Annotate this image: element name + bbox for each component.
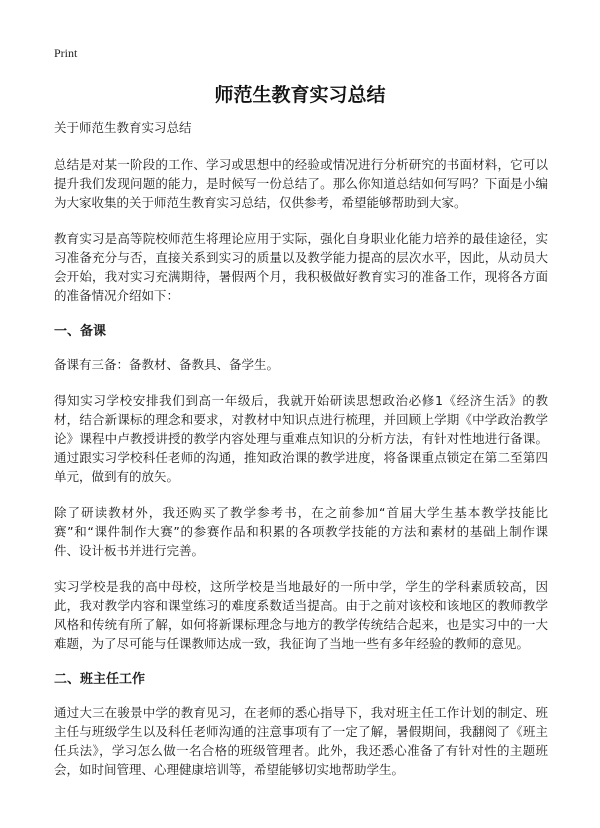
section1-paragraph: 备课有三备：备教材、备教具、备学生。 bbox=[54, 357, 280, 372]
print-link[interactable]: Print bbox=[54, 46, 78, 60]
section-heading-lesson-prep: 一、备课 bbox=[54, 324, 107, 339]
section2-paragraph: 通过大三在骏景中学的教育见习，在老师的悉心指导下，我对班主任工作计划的制定、班主任与班级学生以及科任老师沟通的注意事项有了一定了解，暑假期间，我翻阅了《班主任兵法》，学习怎么做一名合格的班级管理者。此外，我还悉心准备了有针对性的主题班会，如时间管理、心理健康培训等，希望能够切实地帮助学生。 bbox=[54, 705, 548, 777]
section-heading-class-teacher: 二、班主任工作 bbox=[54, 672, 146, 687]
intro-paragraph: 总结是对某一阶段的工作、学习或思想中的经验或情况进行分析研究的书面材料，它可以提升我们发现问题的能力，是时候写一份总结了。那么你知道总结如何写吗？下面是小编为大家收集的关于师范生教育实习总结，仅供参考，希望能够帮助到大家。 bbox=[54, 157, 548, 210]
document-title: 师范生教育实习总结 bbox=[214, 84, 386, 106]
document-subtitle: 关于师范生教育实习总结 bbox=[54, 120, 192, 135]
section1-paragraph: 实习学校是我的高中母校，这所学校是当地最好的一所中学，学生的学科素质较高，因此，我对教学内容和课堂练习的难度系数适当提高。由于之前对该校和该地区的教师教学风格和传统有所了解，如何将新课标理念与地方的教学传统结合起来，也是实习中的一大难题，为了尽可能与任课教师达成一致，我征询了当地一些有多年经验的教师的意见。 bbox=[54, 579, 548, 651]
intro-paragraph: 教育实习是高等院校师范生将理论应用于实际，强化自身职业化能力培养的最佳途径，实习准备充分与否，直接关系到实习的质量以及教学能力提高的层次水平，因此，从动员大会开始，我对实习充满期待，暑假两个月，我积极做好教育实习的准备工作，现将各方面的准备情况介绍如下： bbox=[54, 231, 548, 303]
section1-paragraph: 除了研读教材外，我还购买了教学参考书，在之前参加“首届大学生基本教学技能比赛”和“课件制作大赛”的参赛作品和积累的各项教学技能的方法和素材的基础上制作课件、设计板书并进行完善。 bbox=[54, 505, 548, 558]
section1-paragraph: 得知实习学校安排我们到高一年级后，我就开始研读思想政治必修1《经济生活》的教材，结合新课标的理念和要求，对教材中知识点进行梳理，并回顾上学期《中学政治教学论》课程中卢教授讲授的教学内容处理与重难点知识的分析方法，有针对性地进行备课。通过跟实习学校科任老师的沟通，推知政治课的教学进度，将备课重点锁定在第二至第四单元，做到有的放矢。 bbox=[54, 393, 548, 484]
document-body bbox=[54, 118, 548, 796]
